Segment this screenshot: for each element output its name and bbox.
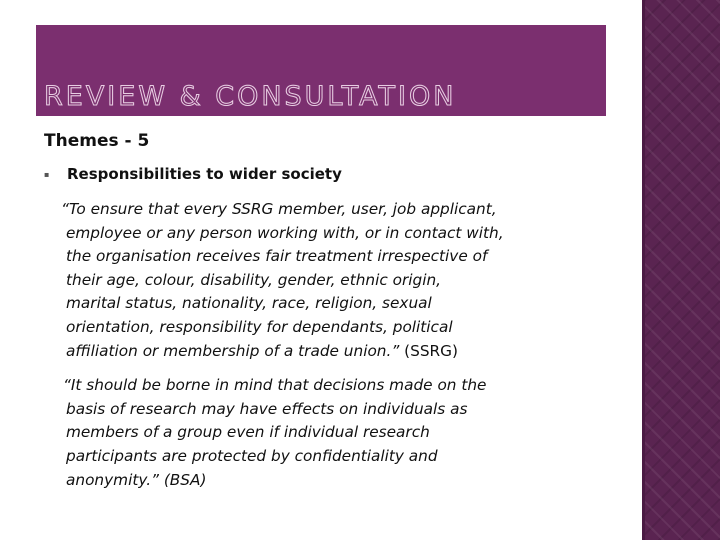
quote-line: “It should be borne in mind that decisions made on the: [63, 376, 487, 395]
quote-line: “To ensure that every SSRG member, user, job applicant,: [61, 200, 497, 218]
quote-line-text: affiliation or membership of a trade union.”: [66, 341, 400, 360]
title-bar: [36, 25, 606, 116]
decorative-side-panel: [642, 0, 720, 540]
quote-line: basis of research may have effects on individuals as: [66, 399, 468, 418]
theme-heading: Themes - 5: [44, 131, 150, 151]
quote-ssrg: [44, 198, 624, 363]
bullet-label: Responsibilities to wider society: [67, 165, 342, 183]
slide-content: [44, 131, 624, 492]
bullet-icon: ▪: [44, 170, 50, 179]
quote-line: employee or any person working with, or in contact with,: [66, 223, 504, 242]
quote-line: marital status, nationality, race, religion, sexual: [66, 294, 432, 313]
quote-line: members of a group even if individual research: [66, 423, 430, 442]
quote-line: their age, colour, disability, gender, ethnic origin,: [66, 270, 442, 289]
slide-title: REVIEW & CONSULTATION: [44, 81, 457, 112]
quote-line: anonymity.” (BSA): [66, 470, 207, 489]
quote-line-last: [44, 340, 624, 364]
quote-line: participants are protected by confidentiality and: [66, 446, 438, 465]
quote-line: orientation, responsibility for dependants, political: [66, 317, 453, 336]
quote-source: (SSRG): [399, 341, 458, 360]
quote-bsa: [44, 374, 624, 492]
quote-line: the organisation receives fair treatment irrespective of: [66, 247, 488, 266]
bullet-item: [44, 165, 624, 183]
